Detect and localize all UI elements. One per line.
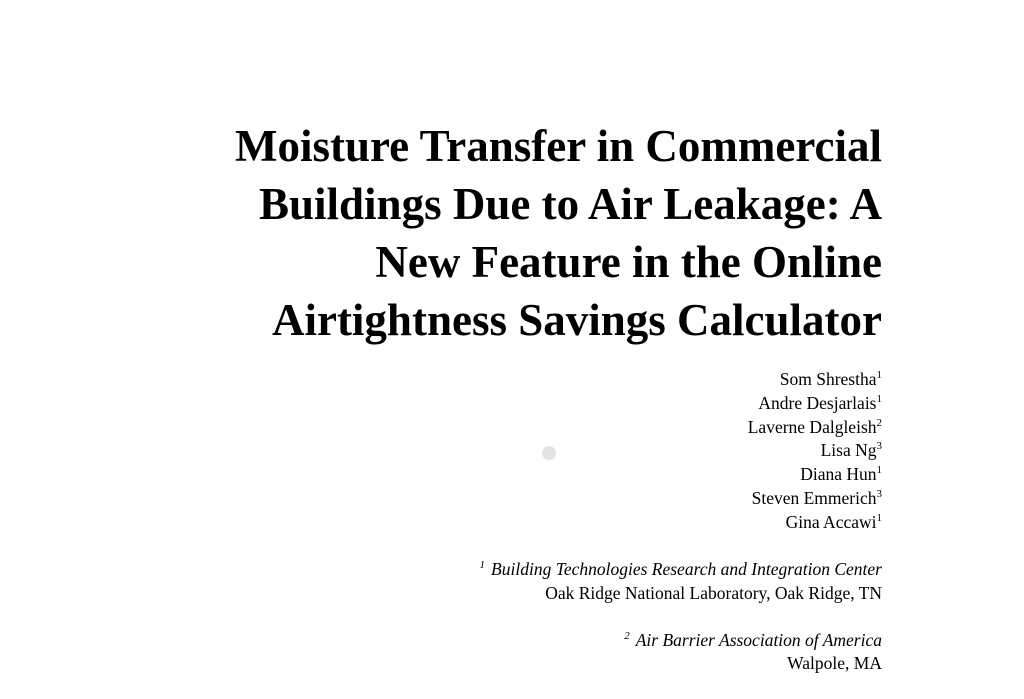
affiliation-name <box>282 558 882 582</box>
title-line: Airtightness Savings Calculator <box>271 295 882 345</box>
author <box>482 368 882 392</box>
author-affiliation-mark: 1 <box>876 464 882 477</box>
author <box>482 463 882 487</box>
affiliation <box>282 558 882 606</box>
affiliation-name-text: Air Barrier Association of America <box>635 629 882 650</box>
author-name: Laverne Dalgleish <box>747 416 877 437</box>
author-name: Lisa Ng <box>820 440 877 461</box>
author-name: Gina Accawi <box>785 511 877 532</box>
author-affiliation-mark: 3 <box>876 440 882 453</box>
author-name: Andre Desjarlais <box>758 392 877 413</box>
author-affiliation-mark: 1 <box>876 392 882 405</box>
affiliation-name <box>282 629 882 653</box>
affiliation-location: Oak Ridge National Laboratory, Oak Ridge, TN <box>545 582 882 603</box>
author-affiliation-mark: 3 <box>876 488 882 501</box>
affiliation-mark: 2 <box>624 629 630 642</box>
title-line: New Feature in the Online <box>375 237 882 287</box>
title-line: Buildings Due to Air Leakage: A <box>258 179 882 229</box>
author-affiliation-mark: 2 <box>876 416 882 429</box>
affiliation <box>282 629 882 677</box>
author <box>482 392 882 416</box>
author-affiliation-mark: 1 <box>876 511 882 524</box>
author <box>482 487 882 511</box>
affiliation-list <box>282 558 882 699</box>
author-affiliation-mark: 1 <box>876 369 882 382</box>
author-name: Som Shrestha <box>779 369 877 389</box>
paper-title <box>122 117 882 349</box>
author-name: Steven Emmerich <box>751 487 877 508</box>
affiliation-location: Walpole, MA <box>787 653 882 674</box>
author <box>482 511 882 535</box>
author-name: Diana Hun <box>800 464 877 485</box>
affiliation-mark: 1 <box>479 559 486 572</box>
affiliation-name-text: Building Technologies Research and Integration Center <box>491 559 882 579</box>
cursor-dot <box>542 446 556 460</box>
title-line: Moisture Transfer in Commercial <box>235 121 882 171</box>
author <box>482 416 882 440</box>
